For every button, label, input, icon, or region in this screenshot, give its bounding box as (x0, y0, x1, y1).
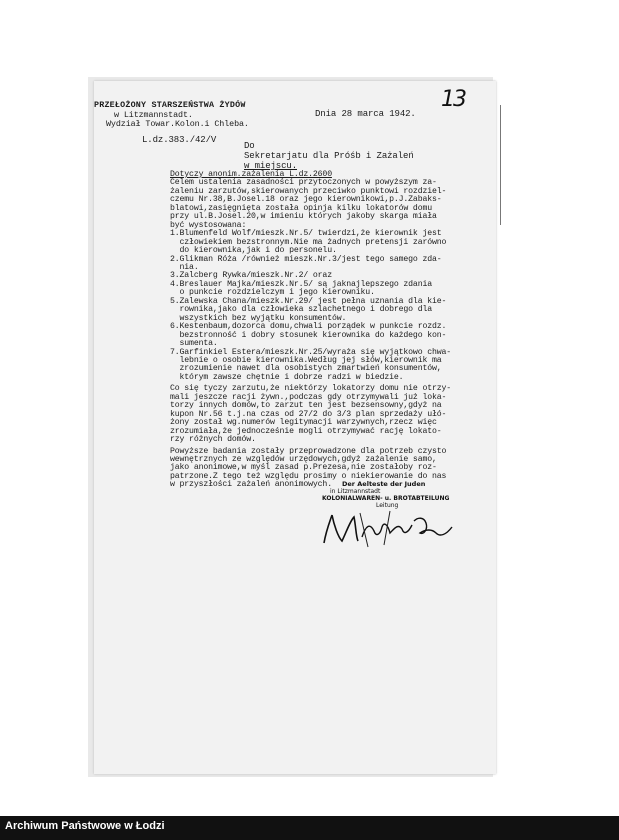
handwritten-page-number: 13 (441, 87, 465, 112)
body-line: Co się tyczy zarzutu,że niektórzy lokatorzy domu nie otrzy- (170, 384, 452, 394)
body-line: przy ul.B.Josel.20,w imieniu których jakoby skarga miała (170, 212, 437, 222)
stamp-line: KOLONIALWAREN- u. BROTABTEILUNG (322, 495, 450, 502)
body-line: jako anonimowe,w myśl zasad p.Prezesa,nie zostałoby roz- (170, 463, 437, 473)
body-line: 4.Breslauer Majka/mieszk.Nr.5/ są jaknajlepszego zdania (170, 279, 432, 289)
body-line: człowiekiem bezstronnym.Nie ma żadnych pretensji zarówno (170, 237, 447, 247)
handwritten-signature (320, 507, 460, 551)
body-line: sumenta. (170, 339, 218, 349)
body-line: torzy innych domów,to zarzut ten jest bezsensowny,gdyż na (170, 401, 442, 411)
letter-body (170, 171, 451, 490)
recipient-to: Do (244, 141, 255, 151)
stamp-line: Leitung (376, 502, 399, 509)
body-line: bezstronność i dobry stosunek kierownika do każdego kon- (170, 330, 447, 340)
body-line: 3.Zalcberg Rywka/mieszk.Nr.2/ oraz (170, 271, 332, 281)
scan-edge-line (500, 105, 501, 225)
body-line: mali jeszcze racji żywn.,podczas gdy otrzymywali już loka- (170, 392, 447, 402)
body-line: do kierownika,jak i do personelu. (170, 246, 337, 256)
stamp-line: in Litzmannstadt (330, 488, 381, 495)
header-department: Wydział Towar.Kolon.i Chleba. (106, 119, 249, 129)
stamp-line: Der Aelteste der Juden (342, 480, 426, 488)
body-line: 6.Kestenbaum,dozorca domu,chwali porządek w punkcie rozdz. (170, 322, 447, 332)
body-line: zrozumiała,że jednocześnie mogli otrzymywać rację lokato- (170, 426, 442, 436)
body-line: o punkcie rozdzielczym i jego kierowniku. (170, 288, 375, 298)
subject-line: Dotyczy anonim.zażalenia L.dz.2600 (170, 170, 332, 179)
body-line: Powyższe badania zostały przeprowadzone dla potrzeb czysto (170, 446, 447, 456)
body-line: 1.Blumenfeld Wolf/mieszk.Nr.5/ twierdzi,że kierownik jest (170, 229, 442, 239)
body-line: 5.Zalewska Chana/mieszk.Nr.29/ jest pełna uznania dla kie- (170, 296, 447, 306)
body-line: lebnie o osobie kierownika.Według jej słów,kierownik ma (170, 355, 442, 365)
body-line: kupon Nr.56 t.j.na czas od 27/2 do 3/3 plan sprzedaży ułó- (170, 409, 447, 419)
body-line: w przyszłości zażaleń anonimowych. (170, 480, 332, 490)
document-date: Dnia 28 marca 1942. (315, 109, 416, 119)
archive-name: Archiwum Państwowe w Łodzi (5, 820, 165, 832)
body-line: patrzone.Z tego też względu prosimy o niekierowanie do nas (170, 471, 447, 481)
recipient-location: w miejscu. (244, 161, 298, 171)
body-line: wewnętrznych ze względów urzędowych,gdyż zażalenie samo, (170, 454, 437, 464)
body-line: 2.Glikman Róża /również mieszk.Nr.3/jest tego samego zda- (170, 254, 442, 264)
document-sheet (94, 81, 496, 774)
body-line: nia. (170, 262, 199, 272)
body-line: zrozumienie nawet dla osobistych zmartwień konsumentów, (170, 364, 442, 374)
body-line: Celem ustalenia zasadności przytoczonych w powyższym za- (170, 178, 437, 188)
body-line: żaleniu zarzutów,skierowanych przeciwko punktowi rozdziel- (170, 186, 447, 196)
body-line: rownika,jako dla człowieka szlachetnego i dobrego dla (170, 305, 432, 315)
header-city: w Litzmannstadt. (114, 110, 193, 120)
reference-number: L.dz.383./42/V (142, 135, 217, 145)
body-line: czemu Nr.38,B.Josel.18 oraz jego kierownikowi,p.J.Zabaks- (170, 195, 442, 205)
body-line: blatowi,zasięgnięta została opinja kilku lokatorów domu (170, 203, 432, 213)
header-office-name: PRZEŁOŻONY STARSZEŃSTWA ŻYDÓW (94, 100, 246, 110)
body-line: którym zawsze chętnie i dobrze radzi w biedzie. (170, 372, 404, 382)
recipient-name: Sekretarjatu dla Próśb i Zażaleń (244, 151, 414, 161)
body-line: żony został wg.numerów legitymacji warzywnych,rzecz więc (170, 418, 437, 428)
body-line: 7.Garfinkiel Estera/mieszk.Nr.25/wyraża się wyjątkowo chwa- (170, 347, 452, 357)
archive-footer-bar (0, 816, 619, 840)
body-line: rzy różnych domów. (170, 435, 256, 445)
body-line: wszystkich bez wyjątku konsumentów. (170, 313, 347, 323)
body-line: być wystosowana: (170, 220, 247, 230)
